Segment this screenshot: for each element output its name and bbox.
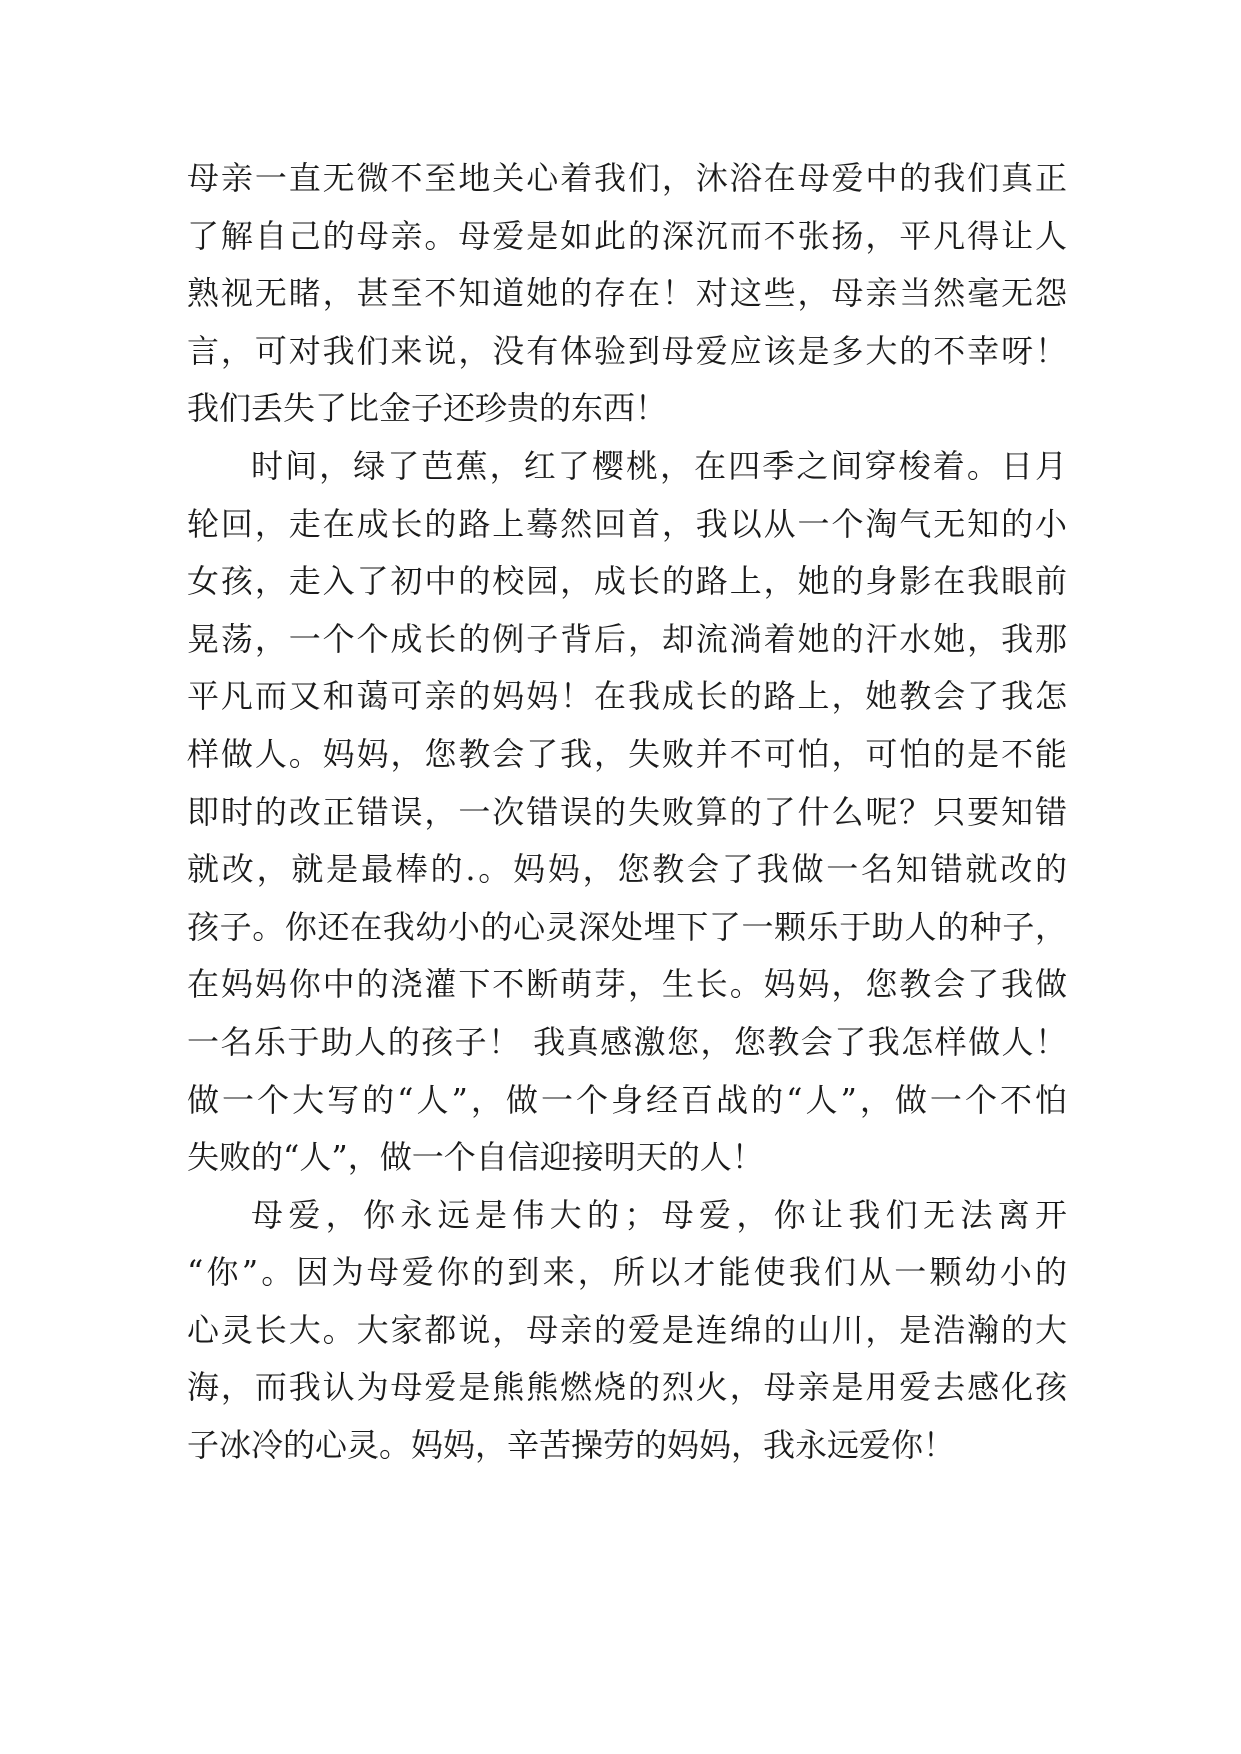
- text-line: 样做人。妈妈，您教会了我，失败并不可怕，可怕的是不能: [187, 734, 1067, 773]
- text-line: 子冰冷的心灵。妈妈，辛苦操劳的妈妈，我永远爱你！: [187, 1426, 956, 1465]
- text-line: 女孩，走入了初中的校园，成长的路上，她的身影在我眼前: [187, 562, 1067, 601]
- text-line: “你”。因为母爱你的到来，所以才能使我们从一颗幼小的: [187, 1253, 1067, 1292]
- text-line: 晃荡，一个个成长的例子背后，却流淌着她的汗水她，我那: [187, 619, 1067, 658]
- text-line: 熟视无睹，甚至不知道她的存在！对这些，母亲当然毫无怨: [187, 274, 1067, 313]
- text-line: 即时的改正错误，一次错误的失败算的了什么呢？只要知错: [187, 792, 1067, 831]
- text-line: 轮回，走在成长的路上蓦然回首，我以从一个淘气无知的小: [187, 504, 1067, 543]
- text-line: 言，可对我们来说，没有体验到母爱应该是多大的不幸呀！: [187, 331, 1067, 370]
- text-line: 时间，绿了芭蕉，红了樱桃，在四季之间穿梭着。日月: [251, 446, 1067, 485]
- text-line: 一名乐于助人的孩子！ 我真感激您，您教会了我怎样做人！: [187, 1022, 1067, 1061]
- text-line: 平凡而又和蔼可亲的妈妈！在我成长的路上，她教会了我怎: [187, 677, 1067, 716]
- text-line: 母爱，你永远是伟大的；母爱，你让我们无法离开: [251, 1195, 1067, 1234]
- text-line: 心灵长大。大家都说，母亲的爱是连绵的山川，是浩瀚的大: [187, 1310, 1067, 1349]
- text-line: 母亲一直无微不至地关心着我们，沐浴在母爱中的我们真正: [187, 159, 1067, 197]
- text-line: 了解自己的母亲。母爱是如此的深沉而不张扬，平凡得让人: [187, 216, 1067, 255]
- text-line: 海，而我认为母爱是熊熊燃烧的烈火，母亲是用爱去感化孩: [187, 1368, 1067, 1407]
- text-line: 失败的“人”，做一个自信迎接明天的人！: [187, 1138, 764, 1177]
- text-line: 我们丢失了比金子还珍贵的东西！: [187, 389, 668, 428]
- text-line: 孩子。你还在我幼小的心灵深处埋下了一颗乐于助人的种子，: [187, 907, 1067, 946]
- body-text: [187, 150, 1067, 1475]
- text-line: 做一个大写的“人”，做一个身经百战的“人”，做一个不怕: [187, 1080, 1067, 1119]
- text-line: 在妈妈你中的浇灌下不断萌芽，生长。妈妈，您教会了我做: [187, 965, 1067, 1004]
- text-line: 就改，就是最棒的.。妈妈，您教会了我做一名知错就改的: [187, 850, 1067, 889]
